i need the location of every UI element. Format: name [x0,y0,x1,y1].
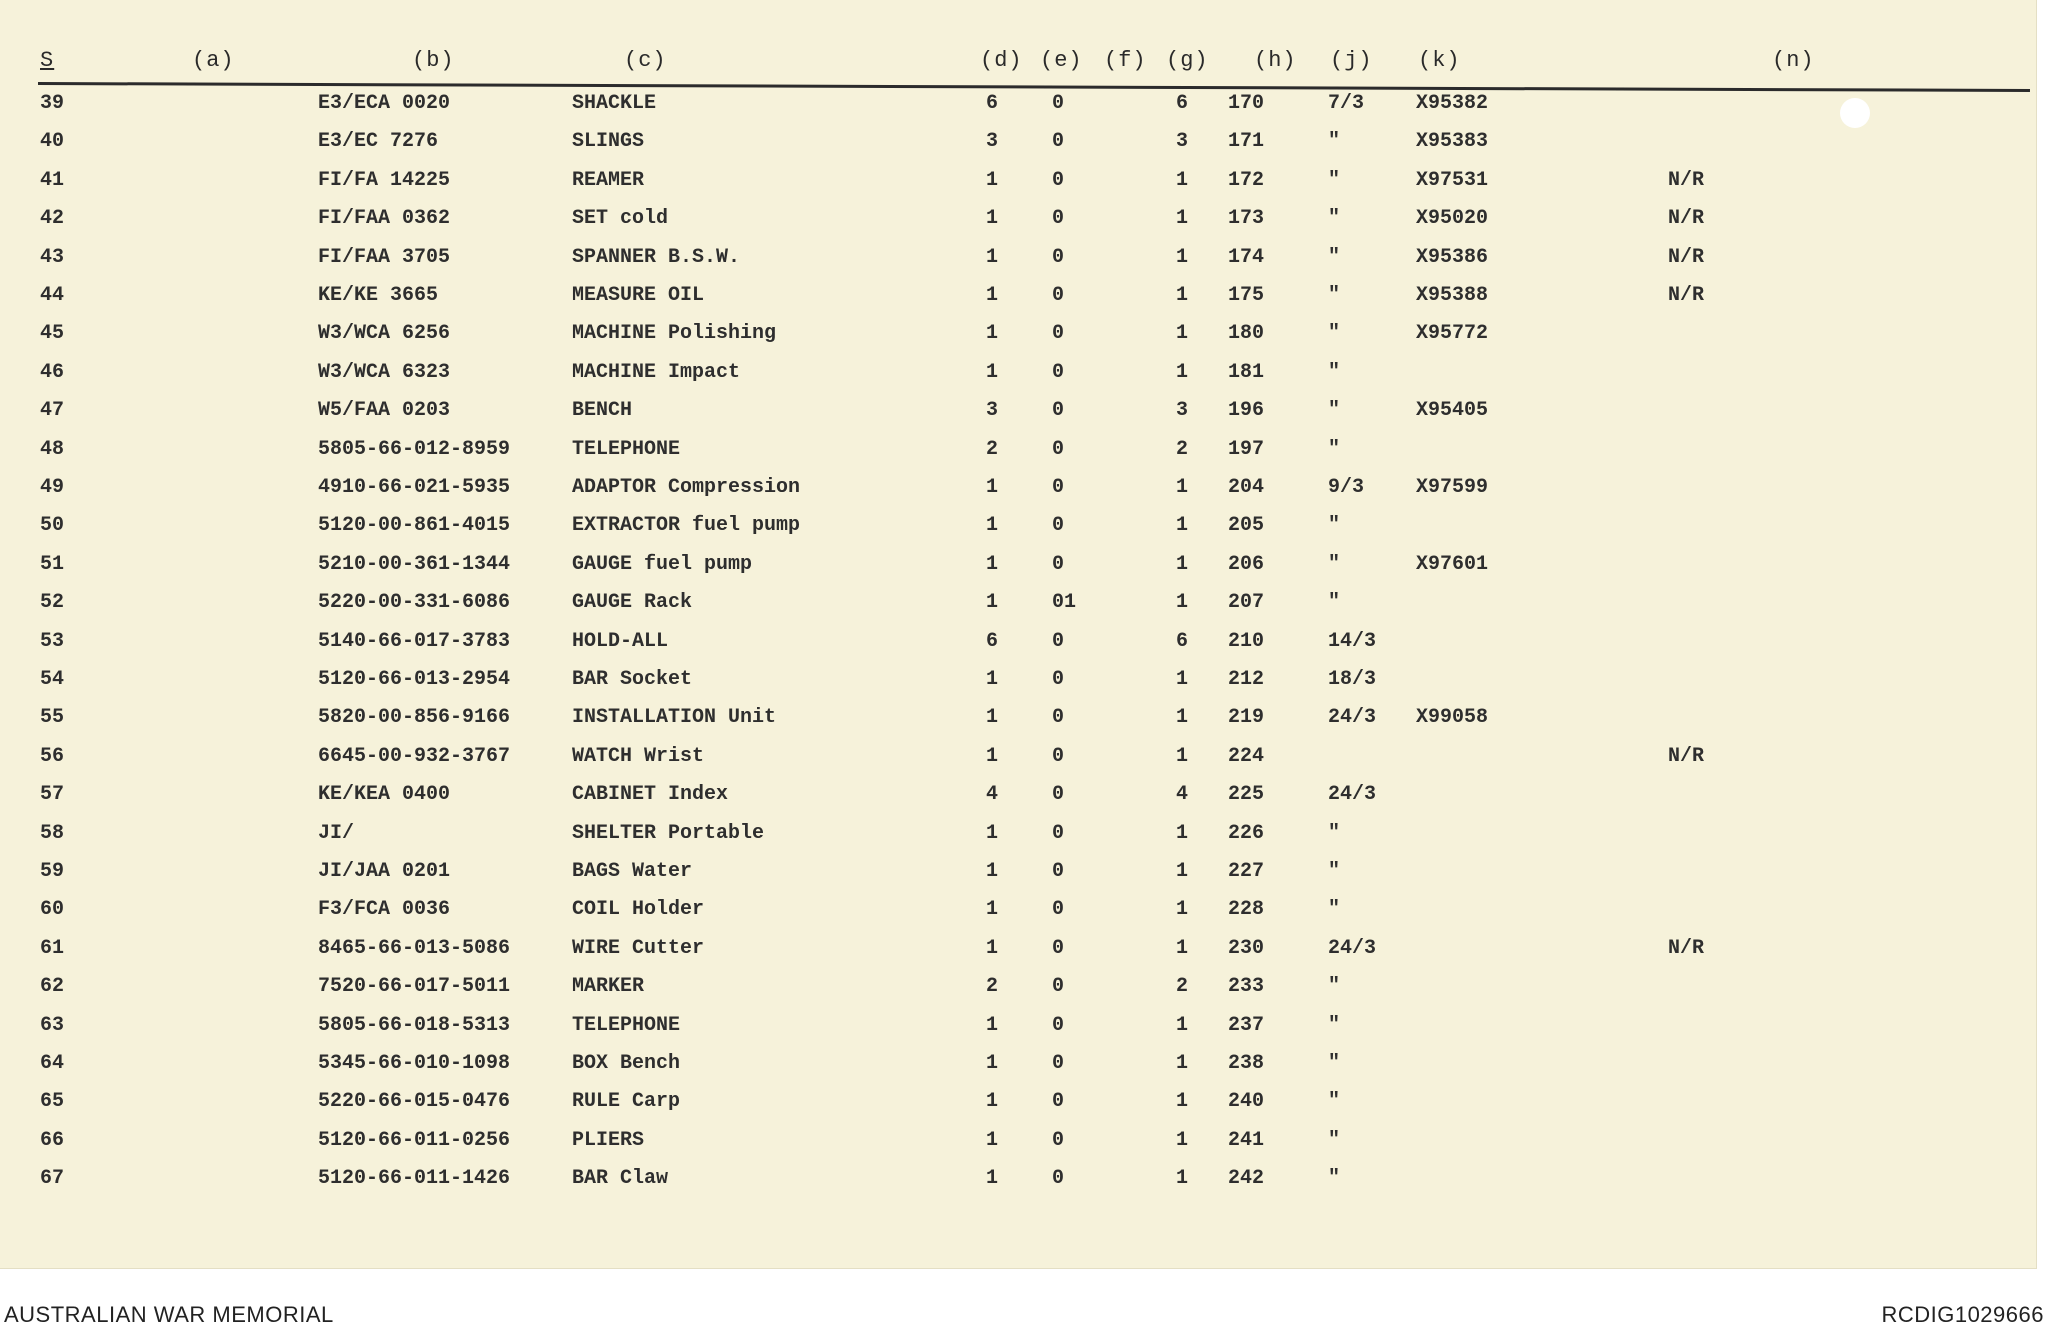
cell-date-j: 9/3 [1328,476,1365,499]
table-row [0,169,2036,207]
cell-date-j: " [1328,552,1341,576]
table-row [0,783,2036,821]
cell-description: HOLD-ALL [572,629,669,653]
cell-qty-g: 1 [1176,706,1189,730]
cell-stock-number: E3/ECA 0020 [318,92,451,115]
cell-qty-g: 1 [1176,360,1189,384]
cell-qty-d: 1 [986,476,999,499]
table-row [0,630,2036,668]
table-row [0,1167,2036,1205]
cell-qty-e: 0 [1052,399,1065,423]
cell-description: RULE Carp [572,1090,681,1114]
cell-qty-e: 0 [1052,437,1065,461]
cell-serial: 43 [40,245,65,269]
cell-qty-d: 3 [986,399,999,423]
table-row [0,284,2036,322]
cell-qty-d: 1 [986,284,999,307]
cell-serial: 66 [40,1128,65,1152]
cell-voucher-h: 205 [1228,514,1265,538]
cell-date-j: 7/3 [1328,92,1365,115]
column-header-e: (e) [1040,48,1083,73]
cell-qty-e: 0 [1052,1128,1065,1152]
cell-qty-g: 1 [1176,322,1189,346]
cell-serial: 67 [40,1167,65,1191]
cell-voucher-h: 237 [1228,1013,1265,1037]
cell-qty-d: 1 [986,898,999,922]
table-row [0,361,2036,399]
cell-qty-e: 0 [1052,284,1065,307]
cell-date-j: " [1328,399,1341,423]
cell-description: BENCH [572,399,633,423]
column-header-k: (k) [1418,48,1461,73]
cell-qty-e: 0 [1052,476,1065,499]
cell-date-j: " [1328,975,1341,999]
cell-voucher-h: 175 [1228,284,1265,307]
table-row [0,1014,2036,1052]
cell-description: MEASURE OIL [572,284,705,307]
cell-stock-number: E3/EC 7276 [318,130,439,154]
cell-qty-d: 1 [986,821,999,845]
cell-voucher-h: 171 [1228,130,1265,154]
cell-description: TELEPHONE [572,1013,681,1037]
cell-description: EXTRACTOR fuel pump [572,514,801,538]
cell-voucher-h: 170 [1228,92,1265,115]
cell-serial: 62 [40,975,65,999]
cell-description: GAUGE Rack [572,591,693,615]
cell-stock-number: W3/WCA 6323 [318,360,451,384]
cell-date-j: " [1328,514,1341,538]
cell-date-j: " [1328,821,1341,845]
cell-qty-d: 1 [986,706,999,730]
cell-stock-number: 5140-66-017-3783 [318,629,511,653]
cell-voucher-h: 224 [1228,744,1265,768]
cell-voucher-h: 241 [1228,1128,1265,1152]
table-row [0,514,2036,552]
column-header-j: (j) [1330,48,1373,73]
table-row [0,822,2036,860]
cell-qty-d: 3 [986,130,999,154]
column-header-f: (f) [1104,48,1147,73]
cell-qty-d: 1 [986,360,999,384]
cell-qty-e: 0 [1052,92,1065,115]
cell-description: PLIERS [572,1128,645,1152]
cell-voucher-h: 225 [1228,783,1265,807]
table-row [0,207,2036,245]
cell-date-j: 24/3 [1328,706,1377,730]
cell-qty-e: 0 [1052,322,1065,346]
table-row [0,1129,2036,1167]
table-row [0,591,2036,629]
cell-note-n: N/R [1668,284,1705,307]
cell-serial: 40 [40,130,65,154]
cell-note-n: N/R [1668,168,1705,192]
cell-ref-k: X97599 [1416,476,1489,499]
cell-voucher-h: 204 [1228,476,1265,499]
cell-ref-k: X97601 [1416,552,1489,576]
cell-description: GAUGE fuel pump [572,552,753,576]
table-row [0,975,2036,1013]
cell-description: SET cold [572,207,669,231]
cell-qty-e: 0 [1052,668,1065,691]
cell-serial: 64 [40,1052,65,1075]
cell-qty-e: 0 [1052,552,1065,576]
cell-voucher-h: 219 [1228,706,1265,730]
cell-description: MACHINE Impact [572,360,741,384]
cell-qty-d: 1 [986,1013,999,1037]
cell-stock-number: KE/KEA 0400 [318,783,451,807]
cell-date-j: 24/3 [1328,783,1377,807]
cell-qty-g: 3 [1176,399,1189,423]
cell-voucher-h: 197 [1228,437,1265,461]
table-row [0,322,2036,360]
cell-date-j: " [1328,591,1341,615]
cell-ref-k: X95386 [1416,245,1489,269]
cell-qty-g: 4 [1176,783,1189,807]
cell-description: INSTALLATION Unit [572,706,777,730]
cell-note-n: N/R [1668,207,1705,231]
cell-description: BAR Socket [572,668,693,691]
cell-serial: 47 [40,399,65,423]
cell-stock-number: FI/FAA 3705 [318,245,451,269]
cell-qty-d: 1 [986,591,999,615]
cell-voucher-h: 240 [1228,1090,1265,1114]
cell-qty-e: 0 [1052,783,1065,807]
cell-qty-d: 1 [986,1128,999,1152]
cell-stock-number: 5210-00-361-1344 [318,552,511,576]
cell-qty-g: 1 [1176,898,1189,922]
cell-serial: 50 [40,514,65,538]
header-rule [38,82,2030,92]
cell-serial: 59 [40,860,65,883]
cell-qty-e: 0 [1052,130,1065,154]
cell-qty-d: 1 [986,168,999,192]
cell-qty-g: 1 [1176,821,1189,845]
cell-date-j: " [1328,130,1341,154]
cell-date-j: " [1328,284,1341,307]
cell-qty-g: 1 [1176,245,1189,269]
table-row [0,476,2036,514]
cell-qty-g: 2 [1176,975,1189,999]
cell-voucher-h: 226 [1228,821,1265,845]
cell-date-j: " [1328,1167,1341,1191]
cell-qty-g: 3 [1176,130,1189,154]
cell-stock-number: JI/JAA 0201 [318,860,451,883]
footer-reference-id: RCDIG1029666 [1881,1302,2044,1327]
cell-date-j: " [1328,168,1341,192]
cell-qty-e: 0 [1052,975,1065,999]
cell-qty-d: 2 [986,975,999,999]
cell-serial: 39 [40,92,65,115]
cell-serial: 54 [40,668,65,691]
cell-date-j: " [1328,898,1341,922]
cell-ref-k: X95382 [1416,92,1489,115]
cell-qty-g: 1 [1176,1128,1189,1152]
cell-voucher-h: 233 [1228,975,1265,999]
cell-stock-number: 6645-00-932-3767 [318,744,511,768]
cell-qty-d: 1 [986,744,999,768]
cell-date-j: " [1328,207,1341,231]
cell-voucher-h: 210 [1228,629,1265,653]
cell-qty-e: 0 [1052,1052,1065,1075]
cell-stock-number: W5/FAA 0203 [318,399,451,423]
cell-description: MARKER [572,975,645,999]
cell-serial: 45 [40,322,65,346]
cell-serial: 51 [40,552,65,576]
cell-date-j: " [1328,860,1341,883]
cell-ref-k: X97531 [1416,168,1489,192]
cell-description: TELEPHONE [572,437,681,461]
cell-qty-d: 4 [986,783,999,807]
cell-stock-number: KE/KE 3665 [318,284,439,307]
cell-description: BOX Bench [572,1052,681,1075]
cell-qty-g: 1 [1176,552,1189,576]
cell-ref-k: X95772 [1416,322,1489,346]
cell-qty-d: 1 [986,1052,999,1075]
cell-qty-g: 1 [1176,1167,1189,1191]
cell-qty-g: 1 [1176,207,1189,231]
cell-qty-g: 1 [1176,668,1189,691]
cell-serial: 58 [40,821,65,845]
cell-stock-number: JI/ [318,821,355,845]
cell-voucher-h: 174 [1228,245,1265,269]
cell-voucher-h: 196 [1228,399,1265,423]
cell-qty-e: 0 [1052,168,1065,192]
cell-qty-d: 1 [986,322,999,346]
cell-serial: 60 [40,898,65,922]
cell-voucher-h: 180 [1228,322,1265,346]
cell-date-j: 14/3 [1328,629,1377,653]
cell-serial: 46 [40,360,65,384]
cell-serial: 52 [40,591,65,615]
cell-description: SPANNER B.S.W. [572,245,741,269]
cell-qty-e: 0 [1052,898,1065,922]
cell-description: REAMER [572,168,645,192]
cell-serial: 61 [40,936,65,960]
cell-qty-d: 1 [986,936,999,960]
cell-description: WATCH Wrist [572,744,705,768]
cell-voucher-h: 181 [1228,360,1265,384]
cell-voucher-h: 230 [1228,936,1265,960]
cell-qty-e: 0 [1052,860,1065,883]
cell-description: SLINGS [572,130,645,154]
cell-qty-d: 1 [986,1090,999,1114]
cell-stock-number: FI/FAA 0362 [318,207,451,231]
cell-serial: 55 [40,706,65,730]
table-row [0,668,2036,706]
cell-qty-e: 0 [1052,744,1065,768]
cell-stock-number: 8465-66-013-5086 [318,936,511,960]
cell-stock-number: 5805-66-018-5313 [318,1013,511,1037]
cell-serial: 44 [40,284,65,307]
cell-date-j: " [1328,360,1341,384]
cell-qty-g: 1 [1176,1090,1189,1114]
cell-voucher-h: 206 [1228,552,1265,576]
cell-stock-number: 4910-66-021-5935 [318,476,511,499]
column-header-d: (d) [980,48,1023,73]
cell-ref-k: X99058 [1416,706,1489,730]
table-row [0,246,2036,284]
footer-institution: AUSTRALIAN WAR MEMORIAL [4,1302,334,1327]
cell-qty-d: 6 [986,629,999,653]
cell-date-j: " [1328,1090,1341,1114]
cell-date-j: " [1328,322,1341,346]
cell-qty-e: 0 [1052,1167,1065,1191]
cell-qty-e: 0 [1052,1090,1065,1114]
cell-description: SHACKLE [572,92,657,115]
cell-qty-g: 1 [1176,1013,1189,1037]
cell-description: MACHINE Polishing [572,322,777,346]
table-row [0,745,2036,783]
cell-serial: 57 [40,783,65,807]
cell-stock-number: 5345-66-010-1098 [318,1052,511,1075]
cell-stock-number: 5805-66-012-8959 [318,437,511,461]
cell-description: BAGS Water [572,860,693,883]
cell-qty-g: 1 [1176,168,1189,192]
cell-stock-number: 5120-00-861-4015 [318,514,511,538]
cell-qty-e: 0 [1052,360,1065,384]
table-row [0,706,2036,744]
cell-qty-e: 0 [1052,821,1065,845]
cell-qty-g: 1 [1176,936,1189,960]
cell-stock-number: 5220-00-331-6086 [318,591,511,615]
cell-qty-g: 2 [1176,437,1189,461]
table-row [0,438,2036,476]
cell-stock-number: 5120-66-011-1426 [318,1167,511,1191]
cell-stock-number: 7520-66-017-5011 [318,975,511,999]
cell-qty-e: 0 [1052,936,1065,960]
cell-date-j: " [1328,245,1341,269]
cell-description: BAR Claw [572,1167,669,1191]
cell-voucher-h: 212 [1228,668,1265,691]
cell-qty-d: 1 [986,245,999,269]
cell-serial: 65 [40,1090,65,1114]
cell-description: ADAPTOR Compression [572,476,801,499]
cell-stock-number: W3/WCA 6256 [318,322,451,346]
cell-serial: 56 [40,744,65,768]
cell-qty-g: 1 [1176,1052,1189,1075]
cell-voucher-h: 242 [1228,1167,1265,1191]
cell-qty-g: 6 [1176,629,1189,653]
cell-ref-k: X95383 [1416,130,1489,154]
table-row [0,898,2036,936]
cell-ref-k: X95020 [1416,207,1489,231]
cell-qty-e: 0 [1052,629,1065,653]
column-header-g: (g) [1166,48,1209,73]
cell-qty-g: 1 [1176,284,1189,307]
cell-qty-g: 1 [1176,860,1189,883]
cell-qty-d: 1 [986,860,999,883]
cell-description: SHELTER Portable [572,821,765,845]
cell-date-j: 18/3 [1328,668,1377,691]
cell-qty-e: 0 [1052,514,1065,538]
cell-ref-k: X95405 [1416,399,1489,423]
cell-date-j: " [1328,1128,1341,1152]
column-header-n: (n) [1772,48,1815,73]
cell-qty-e: 0 [1052,1013,1065,1037]
cell-qty-g: 1 [1176,476,1189,499]
column-header-a: (a) [192,48,235,73]
table-row [0,860,2036,898]
cell-qty-e: 0 [1052,207,1065,231]
cell-qty-d: 1 [986,1167,999,1191]
cell-qty-e: 01 [1052,591,1077,615]
cell-serial: 41 [40,168,65,192]
cell-stock-number: 5120-66-013-2954 [318,668,511,691]
cell-stock-number: FI/FA 14225 [318,168,451,192]
cell-voucher-h: 173 [1228,207,1265,231]
column-header-b: (b) [412,48,455,73]
cell-voucher-h: 172 [1228,168,1265,192]
column-header-c: (c) [624,48,667,73]
cell-qty-g: 1 [1176,591,1189,615]
cell-date-j: " [1328,437,1341,461]
cell-serial: 42 [40,207,65,231]
cell-ref-k: X95388 [1416,284,1489,307]
cell-serial: 53 [40,629,65,653]
cell-description: COIL Holder [572,898,705,922]
cell-voucher-h: 238 [1228,1052,1265,1075]
cell-stock-number: F3/FCA 0036 [318,898,451,922]
cell-stock-number: 5220-66-015-0476 [318,1090,511,1114]
table-row [0,937,2036,975]
cell-serial: 48 [40,437,65,461]
cell-note-n: N/R [1668,245,1705,269]
cell-qty-e: 0 [1052,245,1065,269]
cell-qty-d: 2 [986,437,999,461]
column-header-h: (h) [1254,48,1297,73]
cell-date-j: 24/3 [1328,936,1377,960]
cell-voucher-h: 227 [1228,860,1265,883]
table-row [0,399,2036,437]
cell-qty-g: 1 [1176,514,1189,538]
cell-qty-d: 1 [986,207,999,231]
cell-serial: 49 [40,476,65,499]
table-row [0,553,2036,591]
cell-qty-g: 6 [1176,92,1189,115]
cell-serial: 63 [40,1013,65,1037]
cell-note-n: N/R [1668,936,1705,960]
table-row [0,1052,2036,1090]
cell-qty-g: 1 [1176,744,1189,768]
table-row [0,1090,2036,1128]
cell-description: WIRE Cutter [572,936,705,960]
cell-voucher-h: 207 [1228,591,1265,615]
cell-description: CABINET Index [572,783,729,807]
cell-stock-number: 5820-00-856-9166 [318,706,511,730]
cell-qty-d: 1 [986,552,999,576]
cell-voucher-h: 228 [1228,898,1265,922]
cell-qty-d: 1 [986,514,999,538]
table-row [0,92,2036,130]
column-header-s: S [40,48,55,73]
cell-stock-number: 5120-66-011-0256 [318,1128,511,1152]
cell-date-j: " [1328,1013,1341,1037]
cell-qty-d: 1 [986,668,999,691]
cell-qty-d: 6 [986,92,999,115]
cell-qty-e: 0 [1052,706,1065,730]
cell-note-n: N/R [1668,744,1705,768]
table-row [0,130,2036,168]
cell-date-j: " [1328,1052,1341,1075]
